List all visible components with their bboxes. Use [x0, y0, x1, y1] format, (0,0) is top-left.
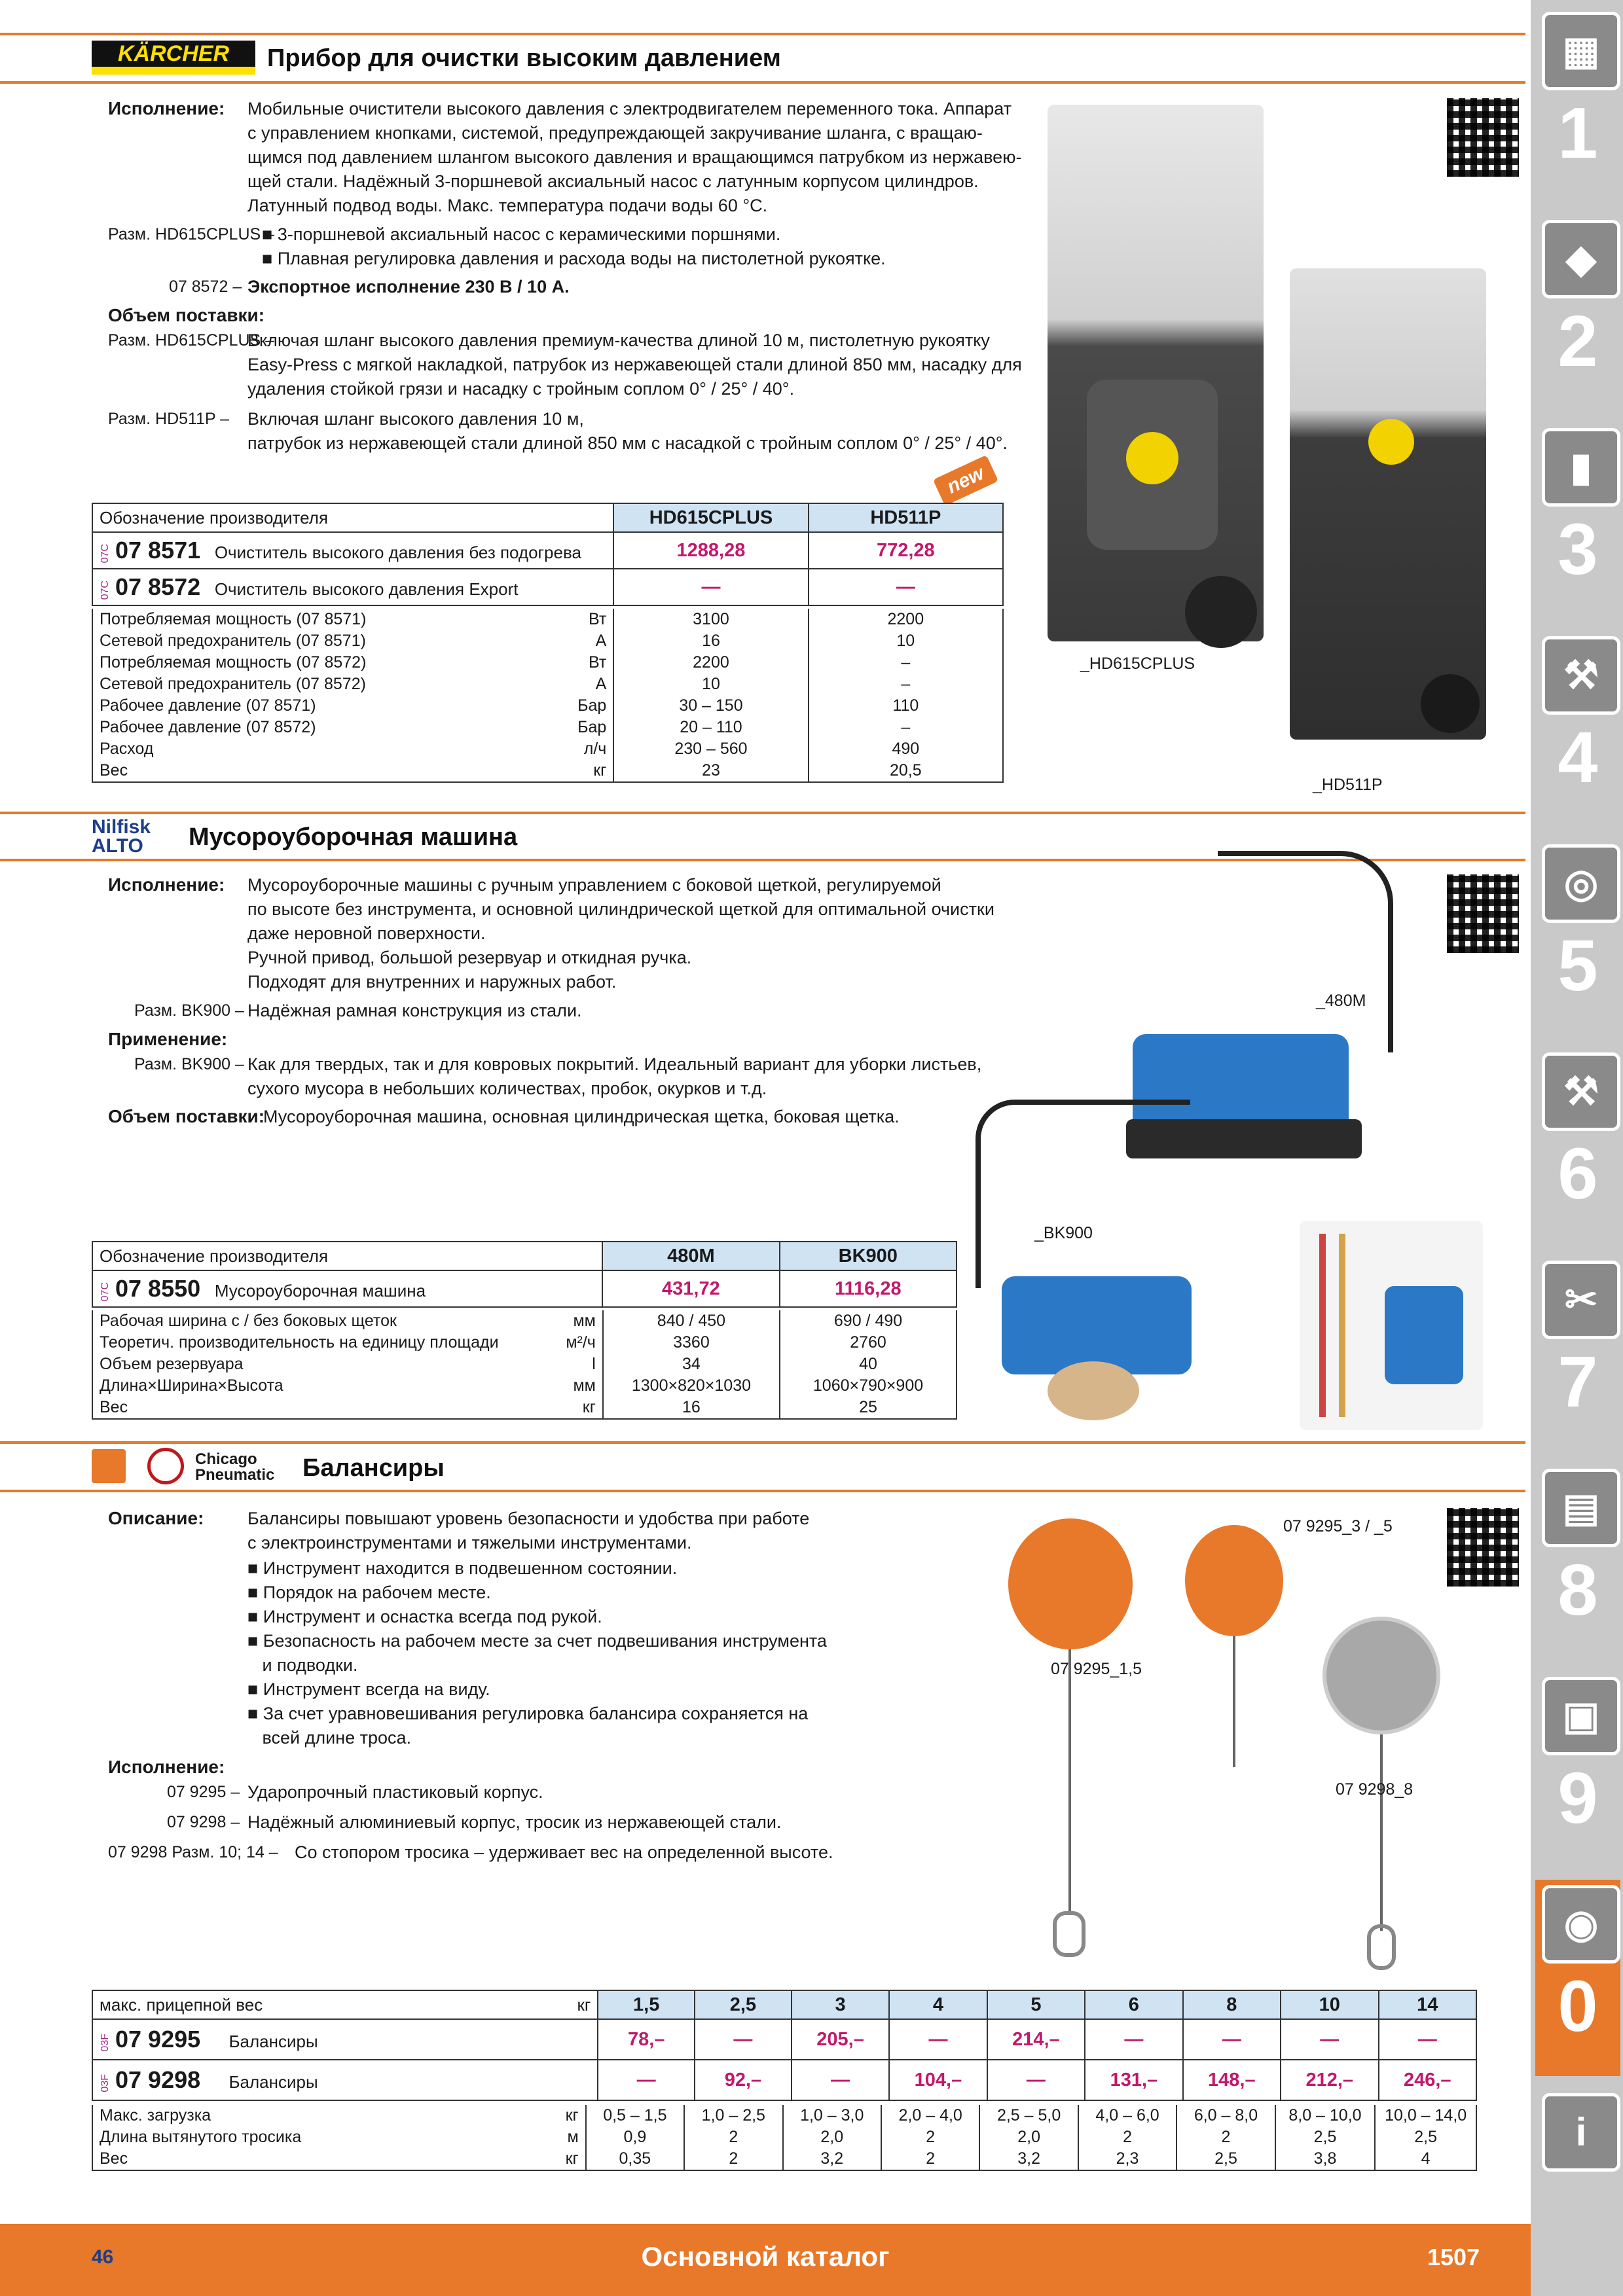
weight-column-header: 3: [792, 1990, 889, 2019]
spec-unit: м²/ч: [538, 1332, 603, 1354]
spec-value: 2: [881, 2148, 979, 2170]
spec-value: 16: [613, 630, 808, 652]
label-execution: Исполнение:: [108, 874, 225, 895]
execution-line-1: Мусороуборочные машины с ручным управлением с боковой щеткой, регулируемой: [247, 875, 941, 895]
price-bk900: 1116,28: [780, 1270, 957, 1307]
spec-value: 2,5: [1375, 2126, 1476, 2148]
model-bk900: BK900: [780, 1242, 957, 1270]
spec-row: [92, 630, 1003, 652]
spec-value: 3,2: [979, 2148, 1078, 2170]
spec-value: 20,5: [809, 760, 1003, 782]
model-hd511p: HD511P: [809, 503, 1003, 532]
weight-header-label: макс. прицепной вес: [92, 1990, 536, 2019]
price-cell: 148,–: [1183, 2060, 1281, 2100]
spec-value: 2,0: [783, 2126, 881, 2148]
qr-code[interactable]: [1447, 98, 1519, 177]
model-480m: 480M: [602, 1242, 779, 1270]
balancers-specs: [92, 2105, 1477, 2171]
article-number: 07 8550: [115, 1275, 201, 1302]
price-cell: —: [1085, 2019, 1182, 2060]
article-number: 07 8571: [115, 537, 201, 564]
price-hd511-078572: —: [809, 569, 1003, 605]
spec-name: Рабочая ширина с / без боковых щеток: [92, 1310, 538, 1332]
spec-unit: Бар: [546, 695, 613, 717]
spec-value: 2: [1176, 2126, 1275, 2148]
chapter-icon: ▤: [1542, 1469, 1620, 1547]
benefit-line-7: ■ За счет уравновешивания регулировка балансира сохраняется на: [247, 1704, 809, 1723]
export-code: 07 8572 –: [169, 278, 242, 296]
price-cell: 246,–: [1379, 2060, 1477, 2100]
spec-value: 1060×790×900: [780, 1375, 957, 1397]
price-cell: —: [889, 2019, 987, 2060]
item-name: Мусороуборочная машина: [214, 1281, 426, 1300]
chapter-number: 7: [1558, 1342, 1598, 1422]
benefit-line-2: ■ Порядок на рабочем месте.: [247, 1583, 491, 1602]
section-title-pressure-washer: Прибор для очистки высоким давлением: [267, 45, 781, 72]
chapter-tab-4[interactable]: [1535, 631, 1620, 827]
price-cell: —: [1379, 2019, 1477, 2060]
chapter-icon: ✂: [1542, 1261, 1620, 1339]
description-line-1: Балансиры повышают уровень безопасности и удобства при работе: [247, 1509, 810, 1528]
weight-column-header: 8: [1183, 1990, 1281, 2019]
hd511p-image: [1290, 268, 1486, 740]
execution-line-5: Подходят для внутренних и наружных работ.: [247, 972, 617, 992]
caption-480m: _480M: [1316, 992, 1366, 1010]
spec-value: 10,0 – 14,0: [1375, 2105, 1476, 2126]
price-hd615-078572: —: [613, 569, 808, 605]
chapter-icon: ◎: [1542, 844, 1620, 923]
pressure-washer-specs: [92, 609, 1004, 783]
delivery-line-2: патрубок из нержавеющей стали длиной 850 мм с насадкой с тройным соплом 0° / 25° / 40°.: [247, 433, 1008, 453]
execution-line-1: Мобильные очистители высокого давления с электродвигателем переменного тока. Аппарат: [247, 99, 1012, 118]
price-cell: —: [792, 2060, 889, 2100]
new-badge: new: [933, 455, 998, 506]
delivery-text: Мусороуборочная машина, основная цилиндрическая щетка, боковая щетка.: [263, 1107, 900, 1126]
balancer-079295-small-image: [995, 1492, 1146, 1964]
item-row-078572[interactable]: [92, 569, 613, 605]
spec-value: 16: [603, 1397, 780, 1419]
spec-unit: кг: [526, 2105, 586, 2126]
section-title-balancers: Балансиры: [302, 1454, 445, 1482]
price-cell: 212,–: [1281, 2060, 1378, 2100]
chapter-icon: ▦: [1542, 12, 1620, 90]
spec-name: Теоретич. производительность на единицу площади: [92, 1332, 538, 1354]
execution-line-3: щимся под давлением шлангом высокого давления и вращающимся патрубком из нержавею-: [247, 147, 1022, 167]
spec-name: Потребляемая мощность (07 8572): [92, 652, 546, 673]
caption-079295-3-5: 07 9295_3 / _5: [1283, 1517, 1393, 1535]
chapter-tab-i[interactable]: [1535, 2088, 1620, 2284]
chapter-tab-0[interactable]: [1535, 1880, 1620, 2076]
fein-logo: [92, 1449, 126, 1483]
catalog-title: Основной каталог: [641, 2241, 890, 2272]
price-480m: 431,72: [602, 1270, 779, 1307]
spec-unit: л/ч: [546, 738, 613, 760]
benefit-line-3: ■ Инструмент и оснастка всегда под рукой.: [247, 1607, 602, 1626]
spec-value: 1,0 – 2,5: [684, 2105, 782, 2126]
table-header-label: Обозначение производителя: [92, 503, 613, 532]
spec-value: –: [809, 673, 1003, 695]
price-cell: 205,–: [792, 2019, 889, 2060]
spec-name: Сетевой предохранитель (07 8571): [92, 630, 546, 652]
weight-column-header: 5: [987, 1990, 1085, 2019]
spec-value: 2,5: [1275, 2126, 1376, 2148]
execution-line-2: по высоте без инструмента, и основной цилиндрической щеткой для оптимальной очистки: [247, 899, 994, 919]
spec-row: [92, 760, 1003, 782]
export-text: Экспортное исполнение 230 В / 10 А.: [247, 277, 570, 296]
execution-text: [247, 873, 1033, 994]
spec-value: 2,0 – 4,0: [881, 2105, 979, 2126]
price-cell: 131,–: [1085, 2060, 1182, 2100]
application-line-1: Как для твердых, так и для ковровых покрытий. Идеальный вариант для уборки листьев,: [247, 1054, 982, 1074]
price-cell: 92,–: [695, 2060, 792, 2100]
chapter-tab-9[interactable]: [1535, 1672, 1620, 1868]
spec-unit: Вт: [546, 652, 613, 673]
chapter-icon: ▣: [1542, 1677, 1620, 1755]
chapter-number: 1: [1558, 93, 1598, 173]
label-execution: Исполнение:: [108, 1757, 225, 1777]
description-line-2: с электроинструментами и тяжелыми инструментами.: [247, 1533, 692, 1552]
delivery-variant-label: Разм. HD615CPLUS –: [108, 331, 275, 350]
page-footer: [0, 2224, 1531, 2296]
spec-row: [92, 2126, 1476, 2148]
item-row-078571[interactable]: [92, 532, 613, 569]
spec-value: 3,8: [1275, 2148, 1376, 2170]
spec-name: Вес: [92, 2148, 526, 2170]
spec-unit: м: [526, 2126, 586, 2148]
spec-name: Длина вытянутого тросика: [92, 2126, 526, 2148]
spec-value: 3360: [603, 1332, 780, 1354]
delivery-line-1: Включая шланг высокого давления 10 м,: [247, 409, 584, 429]
spec-row: [92, 1375, 957, 1397]
article-number: 07 9295: [115, 2026, 201, 2053]
weight-column-header: 2,5: [695, 1990, 792, 2019]
spec-unit: кг: [526, 2148, 586, 2170]
page-number-left: 46: [92, 2246, 114, 2268]
spec-value: 23: [613, 760, 808, 782]
weight-column-header: 10: [1281, 1990, 1378, 2019]
application-variant-label: Разм. BK900 –: [134, 1055, 244, 1073]
label-description: Описание:: [108, 1508, 204, 1528]
spec-value: 30 – 150: [613, 695, 808, 717]
spec-name: Расход: [92, 738, 546, 760]
model-hd615cplus: HD615CPLUS: [613, 503, 808, 532]
spec-value: 110: [809, 695, 1003, 717]
caption-079295-15: 07 9295_1,5: [1051, 1660, 1142, 1678]
spec-value: 4,0 – 6,0: [1078, 2105, 1176, 2126]
caption-hd615cplus: _HD615CPLUS: [1080, 655, 1195, 673]
spec-unit: l: [538, 1354, 603, 1375]
chapter-number: 0: [1558, 1966, 1598, 2047]
exec-code-1: 07 9295 –: [167, 1783, 240, 1801]
chapter-number: 4: [1558, 717, 1598, 798]
spec-row: [92, 652, 1003, 673]
spec-value: 490: [809, 738, 1003, 760]
spec-unit: кг: [538, 1397, 603, 1419]
page-number-right: 1507: [1427, 2244, 1480, 2270]
spec-value: 8,0 – 10,0: [1275, 2105, 1376, 2126]
execution-line-2: с управлением кнопками, системой, предупреждающей закручивание шланга, с вращаю-: [247, 123, 983, 143]
execution-line-5: Латунный подвод воды. Макс. температура подачи воды 60 °C.: [247, 196, 768, 215]
spec-unit: А: [546, 630, 613, 652]
spec-value: 40: [780, 1354, 957, 1375]
price-cell: —: [598, 2060, 695, 2100]
spec-unit: мм: [538, 1310, 603, 1332]
spec-unit: кг: [546, 760, 613, 782]
execution-line-4: Ручной привод, большой резервуар и откидная ручка.: [247, 948, 692, 967]
balancer-079295-large-image: [1178, 1479, 1290, 1780]
item-row-078550[interactable]: [92, 1270, 602, 1307]
spec-row: [92, 717, 1003, 738]
sweeper-specs: [92, 1310, 957, 1420]
item-name: Балансиры: [200, 2032, 318, 2051]
spec-value: –: [809, 652, 1003, 673]
caption-079298-8: 07 9298_8: [1336, 1780, 1413, 1799]
weight-column-header: 14: [1379, 1990, 1477, 2019]
exec-code-3: 07 9298 Разм. 10; 14 –: [108, 1843, 278, 1861]
delivery-line-1: Включая шланг высокого давления премиум-качества длиной 10 м, пистолетную рукоятку: [247, 331, 990, 350]
spec-value: 840 / 450: [603, 1310, 780, 1332]
chapter-tab-3[interactable]: [1535, 423, 1620, 619]
spec-value: 2,5 – 5,0: [979, 2105, 1078, 2126]
qr-code[interactable]: [1447, 1508, 1519, 1587]
chapter-tab-7[interactable]: [1535, 1255, 1620, 1452]
delivery-variant-label-2: Разм. HD511P –: [108, 410, 230, 428]
spec-row: [92, 1354, 957, 1375]
weight-column-header: 1,5: [598, 1990, 695, 2019]
spec-row: [92, 1397, 957, 1419]
price-cell: 214,–: [987, 2019, 1085, 2060]
chapter-icon: ⚒: [1542, 636, 1620, 715]
pressure-washer-table: [92, 503, 1004, 606]
spec-value: 6,0 – 8,0: [1176, 2105, 1275, 2126]
weight-column-header: 6: [1085, 1990, 1182, 2019]
benefit-line-5: и подводки.: [247, 1655, 358, 1675]
chapter-tab-5[interactable]: [1535, 839, 1620, 1035]
price-cell: 104,–: [889, 2060, 987, 2100]
chapter-icon: ▮: [1542, 428, 1620, 507]
delivery-text-hd511: [247, 407, 1008, 456]
vendor-code: 07C: [100, 581, 111, 600]
benefit-line-6: ■ Инструмент всегда на виду.: [247, 1679, 490, 1699]
application-line-2: сухого мусора в небольших количествах, пробок, окурков и т.д.: [247, 1079, 767, 1098]
spec-value: 4: [1375, 2148, 1476, 2170]
item-row-079295[interactable]: [92, 2019, 598, 2060]
spec-value: 2: [1078, 2126, 1176, 2148]
application-text: [247, 1052, 981, 1101]
spec-value: 10: [809, 630, 1003, 652]
spec-row: [92, 1310, 957, 1332]
spec-unit: Вт: [546, 609, 613, 630]
spec-value: 2,0: [979, 2126, 1078, 2148]
item-name: Очиститель высокого давления без подогрева: [214, 543, 581, 562]
qr-code[interactable]: [1447, 874, 1519, 953]
spec-value: 34: [603, 1354, 780, 1375]
spec-value: –: [809, 717, 1003, 738]
exec-code-2: 07 9298 –: [167, 1813, 240, 1831]
vendor-code: 07C: [100, 544, 111, 564]
price-cell: 78,–: [598, 2019, 695, 2060]
variant-label: Разм. BK900 –: [134, 1001, 244, 1020]
spec-value: 0,5 – 1,5: [586, 2105, 684, 2126]
chapter-tab-8[interactable]: [1535, 1463, 1620, 1660]
execution-line-4: щей стали. Надёжный 3-поршневой аксиальный насос с латунным корпусом цилиндров.: [247, 171, 979, 191]
spec-value: 1,0 – 3,0: [783, 2105, 881, 2126]
execution-line-3: даже неровной поверхности.: [247, 924, 486, 943]
variant-text: Надёжная рамная конструкция из стали.: [247, 1001, 582, 1020]
description-text: [247, 1507, 809, 1555]
spec-value: 2: [881, 2126, 979, 2148]
spec-name: Длина×Ширина×Высота: [92, 1375, 538, 1397]
spec-value: 10: [613, 673, 808, 695]
spec-unit: Бар: [546, 717, 613, 738]
execution-text: [247, 97, 1033, 218]
nilfisk-logo-line1: Nilfisk: [92, 816, 151, 838]
label-execution: Исполнение:: [108, 98, 225, 118]
spec-unit: А: [546, 673, 613, 695]
variant-label: Разм. HD615CPLUS –: [108, 225, 275, 243]
balancers-table: [92, 1990, 1477, 2101]
chapter-icon: ⚒: [1542, 1052, 1620, 1131]
item-name: Балансиры: [200, 2072, 318, 2092]
spec-row: [92, 2105, 1476, 2126]
spec-row: [92, 738, 1003, 760]
karcher-logo-text: KÄRCHER: [92, 41, 255, 67]
delivery-text-hd615: [247, 329, 1022, 401]
spec-name: Объем резервуара: [92, 1354, 538, 1375]
feature-line-2: ■ Плавная регулировка давления и расхода воды на пистолетной рукоятке.: [262, 249, 886, 268]
chicago-pneumatic-logo: [147, 1448, 184, 1484]
spec-row: [92, 1332, 957, 1354]
chapter-number: 2: [1558, 301, 1598, 382]
exec-text-2: Надёжный алюминиевый корпус, тросик из нержавеющей стали.: [247, 1812, 782, 1832]
spec-name: Вес: [92, 1397, 538, 1419]
delivery-line-2: Easy-Press с мягкой накладкой, патрубок из нержавеющей стали длиной 850 мм, насадку для: [247, 355, 1022, 374]
benefit-line-4: ■ Безопасность на рабочем месте за счет подвешивания инструмента: [247, 1631, 827, 1651]
spec-value: 3100: [613, 609, 808, 630]
sweeper-bk900-image: [969, 1100, 1270, 1427]
vendor-code: 07C: [100, 1282, 111, 1302]
label-application: Применение:: [108, 1029, 228, 1049]
chapter-number: 6: [1558, 1134, 1598, 1214]
spec-value: 0,9: [586, 2126, 684, 2148]
spec-value: 2,3: [1078, 2148, 1176, 2170]
price-cell: —: [1281, 2019, 1378, 2060]
price-cell: —: [1183, 2019, 1281, 2060]
label-delivery: Объем поставки:: [108, 305, 265, 325]
spec-row: [92, 2148, 1476, 2170]
label-delivery: Объем поставки:: [108, 1106, 265, 1126]
price-hd615-078571: 1288,28: [613, 532, 808, 569]
chapter-tab-2[interactable]: [1535, 215, 1620, 411]
hd615cplus-image: [1048, 105, 1264, 641]
sweeper-storage-image: [1300, 1221, 1483, 1430]
chicago-pneumatic-wordmark: [195, 1452, 274, 1483]
article-number: 07 9298: [115, 2066, 201, 2093]
spec-name: Вес: [92, 760, 546, 782]
karcher-logo: [92, 41, 255, 75]
weight-header-unit: кг: [536, 1990, 598, 2019]
spec-value: 25: [780, 1397, 957, 1419]
chapter-tab-6[interactable]: [1535, 1047, 1620, 1244]
spec-value: 2: [684, 2126, 782, 2148]
price-hd511-078571: 772,28: [809, 532, 1003, 569]
spec-value: 3,2: [783, 2148, 881, 2170]
benefit-line-8: всей длине троса.: [247, 1728, 412, 1748]
weight-column-header: 4: [889, 1990, 987, 2019]
spec-value: 2760: [780, 1332, 957, 1354]
spec-name: Рабочее давление (07 8572): [92, 717, 546, 738]
cp-line2: Pneumatic: [195, 1466, 275, 1484]
spec-value: 1300×820×1030: [603, 1375, 780, 1397]
spec-name: Потребляемая мощность (07 8571): [92, 609, 546, 630]
price-cell: —: [987, 2060, 1085, 2100]
spec-name: Сетевой предохранитель (07 8572): [92, 673, 546, 695]
item-row-079298[interactable]: [92, 2060, 598, 2100]
price-cell: —: [695, 2019, 792, 2060]
spec-value: 690 / 490: [780, 1310, 957, 1332]
chapter-icon: i: [1542, 2093, 1620, 2172]
delivery-line-3: удаления стойкой грязи и насадку с тройным соплом 0° / 25° / 40°.: [247, 379, 795, 399]
item-name: Очиститель высокого давления Export: [214, 579, 519, 599]
spec-name: Рабочее давление (07 8571): [92, 695, 546, 717]
chapter-number: 5: [1558, 925, 1598, 1006]
spec-value: 2,5: [1176, 2148, 1275, 2170]
chapter-icon: ◉: [1542, 1885, 1620, 1964]
spec-name: Макс. загрузка: [92, 2105, 526, 2126]
table-header-label: Обозначение производителя: [92, 1242, 602, 1270]
chapter-number: 9: [1558, 1758, 1598, 1839]
spec-row: [92, 609, 1003, 630]
variant-features: [262, 223, 886, 271]
benefit-line-1: ■ Инструмент находится в подвешенном состоянии.: [247, 1558, 678, 1578]
feature-line-1: ■ 3-поршневой аксиальный насос с керамическими поршнями.: [262, 224, 781, 244]
vendor-code: 03F: [100, 2074, 111, 2092]
chapter-icon: ◆: [1542, 220, 1620, 298]
spec-unit: мм: [538, 1375, 603, 1397]
section-title-sweeper: Мусороуборочная машина: [189, 823, 518, 851]
spec-row: [92, 673, 1003, 695]
chapter-number: 8: [1558, 1550, 1598, 1630]
vendor-code: 03F: [100, 2034, 111, 2052]
caption-bk900: _BK900: [1034, 1224, 1093, 1242]
spec-value: 2200: [809, 609, 1003, 630]
spec-value: 20 – 110: [613, 717, 808, 738]
exec-text-1: Ударопрочный пластиковый корпус.: [247, 1782, 543, 1802]
chapter-number: 3: [1558, 509, 1598, 590]
sweeper-table: [92, 1241, 957, 1308]
cp-line1: Chicago: [195, 1450, 257, 1468]
spec-value: 0,35: [586, 2148, 684, 2170]
spec-value: 230 – 560: [613, 738, 808, 760]
nilfisk-logo-line2: ALTO: [92, 835, 143, 857]
article-number: 07 8572: [115, 573, 201, 600]
spec-row: [92, 695, 1003, 717]
spec-value: 2200: [613, 652, 808, 673]
chapter-tab-1[interactable]: [1535, 7, 1620, 203]
spec-value: 2: [684, 2148, 782, 2170]
benefits-list: [247, 1556, 827, 1750]
caption-hd511p: _HD511P: [1313, 776, 1383, 794]
exec-text-3: Со стопором тросика – удерживает вес на определенной высоте.: [295, 1842, 833, 1862]
nilfisk-logo: [92, 818, 177, 857]
